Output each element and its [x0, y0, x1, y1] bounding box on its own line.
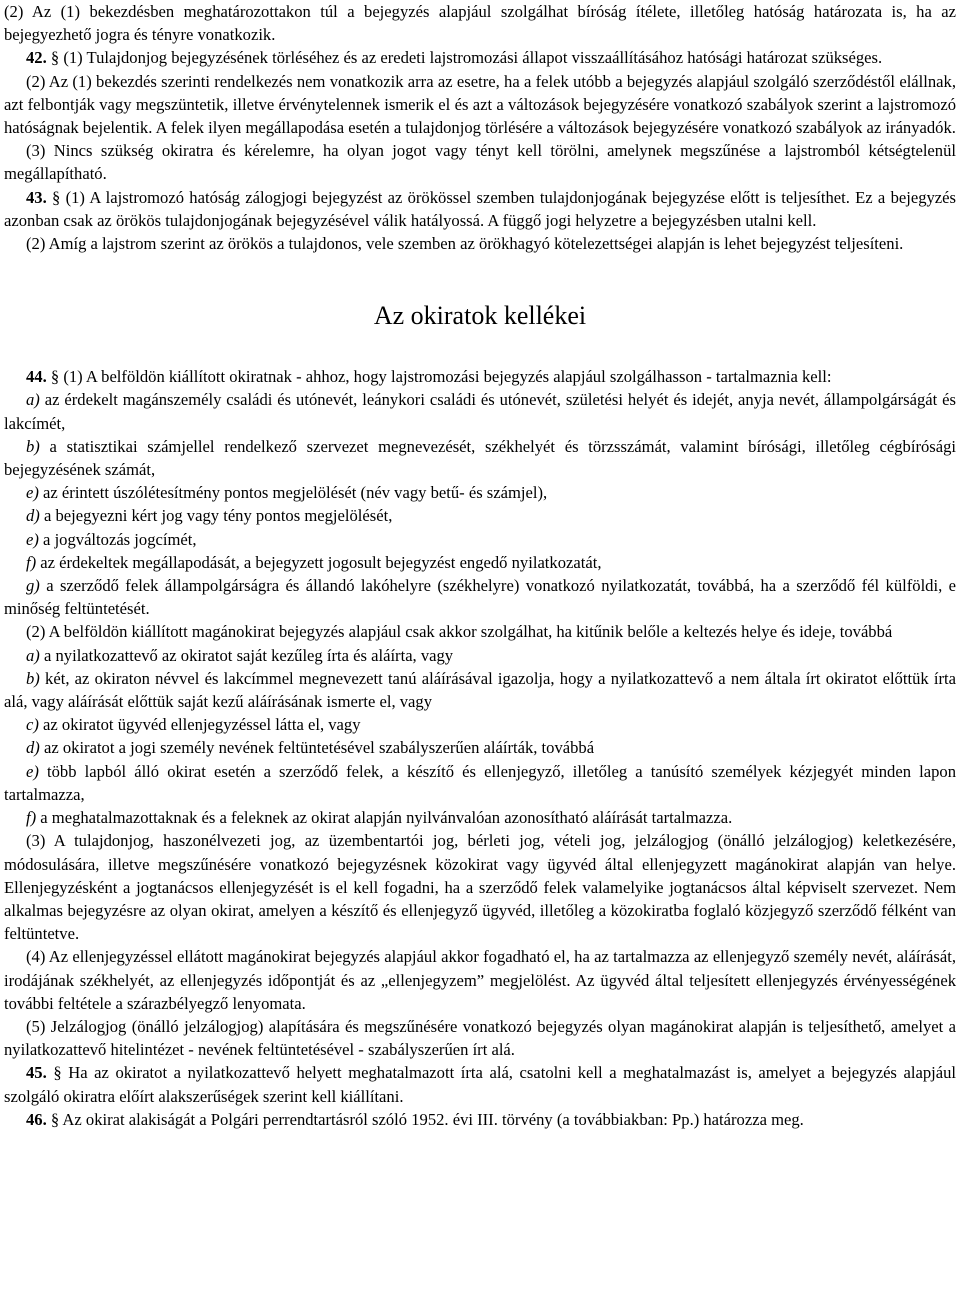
section-number: 42. [26, 48, 47, 68]
paragraph [4, 0, 956, 46]
paragraph-text: két, az okiraton névvel és lakcímmel megnevezett tanú aláírásával igazolja, hogy a nyilatkozattevő a nem általa írt okiratot előttük írta alá, vagy aláírását előttük saját kezű aláírásának ismerte el, vagy [4, 668, 956, 712]
paragraph-text: a statisztikai számjellel rendelkező szervezet megnevezését, székhelyét és törzsszámát, valamint bírósági, illetőleg cégbírósági bejegyzésének számát, [4, 436, 956, 480]
paragraph-text: (3) Nincs szükség okiratra és kérelemre, ha olyan jogot vagy tényt kell törölni, amelynek megszűnése a lajstromból kétségtelenül megállapítható. [4, 141, 956, 184]
section-heading: Az okiratok kellékei [373, 301, 587, 331]
item-marker: b) [26, 436, 40, 456]
paragraph-text: (2) Amíg a lajstrom szerint az örökös a tulajdonos, vele szemben az örökhagyó kötelezettségei alapján is lehet bejegyzést teljesíteni. [26, 234, 904, 254]
paragraph-text: a jogváltozás jogcímét, [38, 529, 197, 549]
item-marker: b) [26, 668, 40, 688]
paragraph-text: § (1) Tulajdonjog bejegyzésének törléséhez és az eredeti lajstromozási állapot visszaállításához hatósági határozat szükséges. [46, 48, 883, 68]
paragraph-text: az érdekeltek megállapodását, a bejegyzett jogosult bejegyzést engedő nyilatkozatát, [36, 552, 602, 572]
list-item [4, 504, 956, 527]
list-item [4, 481, 956, 504]
paragraph-text: § (1) A lajstromozó hatóság zálogjogi bejegyzést az örökössel szemben tulajdonjogának bejegyzése előtt is teljesíthet. Ez a bejegyzés azonban csak az örökös tulajdonjogának bejegyzésével válik hatályossá. A függő jogi helyzetre a bejegyzésben utalni kell. [4, 187, 956, 230]
list-item [4, 528, 956, 551]
paragraph [4, 139, 956, 185]
paragraph [4, 365, 956, 388]
list-item [4, 574, 956, 620]
item-marker: e) [26, 761, 39, 781]
paragraph-text: (4) Az ellenjegyzéssel ellátott magánokirat bejegyzés alapjául akkor fogadható el, ha az tartalmazza az ellenjegyző személy nevét, aláírását, irodájának székhelyét, az ellenjegyzés időpontját és az „ellenjegyzem” megjelölést. Az ügyvéd által teljesített ellenjegyzés érvényességének további feltétele a szárazbélyegző lenyomata. [4, 947, 956, 1013]
list-item [4, 551, 956, 574]
item-marker: e) [26, 529, 39, 549]
paragraph [4, 232, 956, 255]
list-item [4, 806, 956, 829]
list-item [4, 388, 956, 434]
item-marker: a) [26, 645, 40, 665]
paragraph-text: (5) Jelzálogjog (önálló jelzálogjog) alapítására és megszűnésére vonatkozó bejegyzés olyan magánokirat alapján is teljesíthető, amelyet a nyilatkozattevő hitelintézet - nevének feltüntetésével - szabályszerűen írt alá. [4, 1016, 956, 1060]
paragraph [4, 186, 956, 232]
paragraph-text: a bejegyezni kért jog vagy tény pontos megjelölését, [39, 506, 393, 526]
paragraph-text: (2) Az (1) bekezdésben meghatározottakon túl a bejegyzés alapjául szolgálhat bíróság ítélete, illetőleg hatóság határozata is, ha az bejegyezhető jogra és tényre vonatkozik. [4, 2, 956, 45]
paragraph [4, 1015, 956, 1061]
paragraph-text: § (1) A belföldön kiállított okiratnak - ahhoz, hogy lajstromozási bejegyzés alapjául szolgálhasson - tartalmaznia kell: [46, 367, 832, 387]
list-item [4, 760, 956, 806]
paragraph-text: a meghatalmazottaknak és a feleknek az okirat alapján nyilvánvalóan azonosítható aláírását tartalmazza. [36, 808, 733, 828]
paragraph [4, 1108, 956, 1131]
paragraph-text: § Az okirat alakiságát a Polgári perrendtartásról szóló 1952. évi III. törvény (a továbbiakban: Pp.) határozza meg. [46, 1109, 804, 1129]
item-marker: e) [26, 483, 39, 503]
list-item [4, 736, 956, 759]
section-top [4, 0, 956, 255]
paragraph [4, 945, 956, 1015]
paragraph-text: az érdekelt magánszemély családi és utónevét, leánykori családi és utónevét, születési helyét és idejét, anyja nevét, állampolgárságát és lakcímét, [4, 390, 956, 433]
item-marker: f) [26, 808, 37, 828]
section-number: 46. [26, 1109, 47, 1129]
paragraph-text: a nyilatkozattevő az okiratot saját kezűleg írta és aláírta, vagy [39, 645, 454, 665]
list-item [4, 644, 956, 667]
item-marker: d) [26, 738, 40, 758]
list-item [4, 435, 956, 481]
paragraph [4, 46, 956, 69]
item-marker: d) [26, 506, 40, 526]
paragraph-text: § Ha az okiratot a nyilatkozattevő helyett meghatalmazott írta alá, csatolni kell a meghatalmazást is, amelyet a bejegyzés alapjául szolgáló okiratra előírt alakszerűségek szerint kell kiállítani. [4, 1063, 956, 1106]
paragraph-text: (2) Az (1) bekezdés szerinti rendelkezés nem vonatkozik arra az esetre, ha a felek utóbb a bejegyzés alapjául szolgáló szerződéstől elállnak, azt felbontják vagy megszüntetik, illetve érvénytelennek ismerik el és azt a változások bejegyzésére vonatkozó szabályok szerint a lajstromozó hatóságnak bejelentik. A felek ilyen megállapodása esetén a tulajdonjog törlésére a változások bejegyzésére vonatkozó szabályok az irányadók. [4, 71, 956, 138]
section-okiratok [4, 365, 956, 1131]
paragraph-text: (3) A tulajdonjog, haszonélvezeti jog, az üzembentartói jog, bérleti jog, vételi jog, jelzálogjog (önálló jelzálogjog) keletkezésére, módosulására, illetve megszűnésére vonatkozó bejegyzésnek közokirat vagy ügyvéd által ellenjegyzett magánokirat alapján van helye. Ellenjegyzésként a jogtanácsos ellenjegyzését is el kell fogadni, ha a szerződő felek valamelyike jogtanácsos által képviselt szervezet. Nem alkalmas bejegyzésre az olyan okirat, amelyen a készítő és ellenjegyző ügyvéd, illetőleg a közokiratba foglaló közjegyző szerződő félként van feltüntetve. [4, 831, 956, 944]
paragraph [4, 1061, 956, 1107]
section-number: 43. [26, 187, 47, 207]
item-marker: f) [26, 552, 37, 572]
item-marker: a) [26, 390, 40, 410]
paragraph-text: több lapból álló okirat esetén a szerződő felek, a készítő és ellenjegyző, illetőleg a tanúsító személyek kézjegyét minden lapon tartalmazza, [4, 761, 956, 804]
item-marker: g) [26, 576, 40, 596]
paragraph-text: az okiratot a jogi személy nevének feltüntetésével szabályszerűen aláírták, továbbá [39, 738, 595, 758]
list-item [4, 667, 956, 713]
section-number: 44. [26, 367, 47, 387]
list-item [4, 713, 956, 736]
paragraph-text: az okiratot ügyvéd ellenjegyzéssel látta el, vagy [38, 715, 361, 735]
paragraph-text: a szerződő felek állampolgárságra és állandó lakóhelyre (székhelyre) vonatkozó nyilatkozatát, továbbá, ha a szerződő fél külföldi, e minőség feltüntetését. [4, 576, 956, 619]
paragraph [4, 620, 956, 643]
paragraph [4, 829, 956, 945]
paragraph-text: (2) A belföldön kiállított magánokirat bejegyzés alapjául csak akkor szolgálhat, ha kitűnik belőle a keltezés helye és ideje, továbbá [26, 622, 893, 642]
paragraph [4, 70, 956, 140]
section-number: 45. [26, 1063, 47, 1083]
item-marker: c) [26, 715, 39, 735]
paragraph-text: az érintett úszólétesítmény pontos megjelölését (név vagy betű- és számjel), [38, 483, 548, 503]
